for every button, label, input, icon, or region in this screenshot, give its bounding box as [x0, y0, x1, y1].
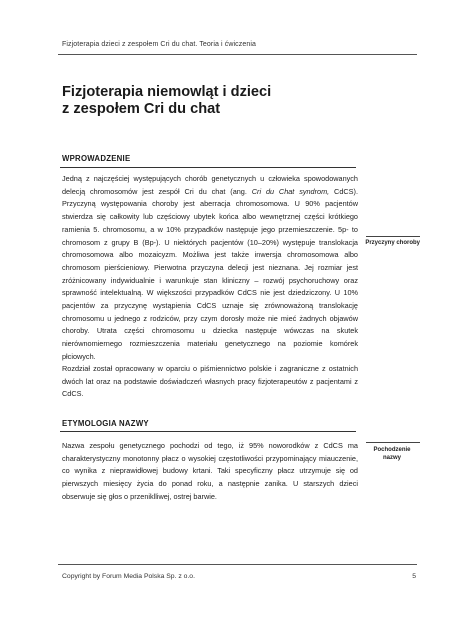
intro-p1-text-b: CdCS). Przyczyną występowania choroby jest aberracja chromosomowa. U 90% pacjentów stwierdza się całkowity lub częściowy ubytek końca albo wewnętrznej części krótkiego ramienia 5. chromosomu, a w 10% przypadków następuje jego przemieszczenie. 5p- to chromosom z grupy B (Bp-). U niektórych pacjentów (10–20%) występuje translokacja chromosomowa albo mozaicyzm. Możliwa jest także inwersja chromosomowa albo chromosom pierścieniowy. Pierwotna przyczyna delecji jest nieznana. Jej rozmiar jest zróżnicowany indywidualnie i warunkuje stan kliniczny – rozwój psychoruchowy oraz sprawność intelektualną. W większości przypadków CdCS nie jest dziedziczony. U 10% pacjentów za przyczynę wystąpienia CdCS uznaje się zrównoważoną translokację chromosomu u jednego z rodziców, przy czym dorosły może nie mieć żadnych objawów choroby. Utrata części chromosomu u dziecka następuje wówczas na skutek nierównomiernego rozmieszczenia materiału genetycznego na poziomie komórek płciowych.	[62, 186, 358, 361]
section-rule-intro	[60, 167, 356, 168]
page-number: 5	[412, 573, 416, 580]
running-header: Fizjoterapia dzieci z zespołem Cri du chat. Teoria i ćwiczenia	[62, 41, 256, 48]
header-rule	[58, 54, 417, 55]
margin-note-etymology	[364, 446, 420, 462]
chapter-title-line-1: Fizjoterapia niemowląt i dzieci	[62, 84, 272, 100]
margin-note-etymology-line-1: Pochodzenie	[373, 447, 411, 453]
intro-p1-italic: Cri du Chat syndrom,	[251, 186, 330, 196]
section-rule-etymology	[60, 431, 356, 432]
intro-paragraph-1	[62, 173, 358, 364]
section-heading-intro: WPROWADZENIE	[62, 154, 131, 163]
margin-note-etymology-line-2: nazwy	[382, 455, 401, 461]
intro-p1-text-a: Jedną z najczęściej występujących chorób genetycznych u człowieka spowodowanych delecją chromosomów jest zespół Cri du chat (ang.	[62, 174, 358, 196]
intro-paragraph-2: Rozdział został opracowany w oparciu o piśmiennictwo polskie i zagraniczne z ostatnich dwóch lat oraz na podstawie doświadczeń własnych pracy fizjoterapeutów z pacjentami z CdCS.	[62, 364, 358, 399]
etymology-paragraph-1: Nazwa zespołu genetycznego pochodzi od tego, iż 95% noworodków z CdCS ma charakterystyczny monotonny płacz o wysokiej częstotliwości przypominający miauczenie, co wynika z nieprawidłowej budowy krtani. Taki specyficzny płacz utrzymuje się od pierwszych miesięcy życia do ponad roku, a następnie zanika. U starszych dzieci obserwuje się głos o przeniklliwej, ostrej barwie.	[62, 441, 358, 501]
margin-note-rule-etymology	[366, 442, 420, 443]
footer-copyright: Copyright by Forum Media Polska Sp. z o.o.	[62, 573, 195, 580]
chapter-title-line-2: z zespołem Cri du chat	[62, 101, 221, 117]
footer-rule	[58, 564, 417, 565]
chapter-title	[62, 84, 362, 118]
section-heading-etymology: ETYMOLOGIA NAZWY	[62, 419, 149, 428]
margin-note-causes: Przyczyny choroby	[365, 240, 420, 246]
margin-note-rule-causes	[366, 236, 420, 237]
